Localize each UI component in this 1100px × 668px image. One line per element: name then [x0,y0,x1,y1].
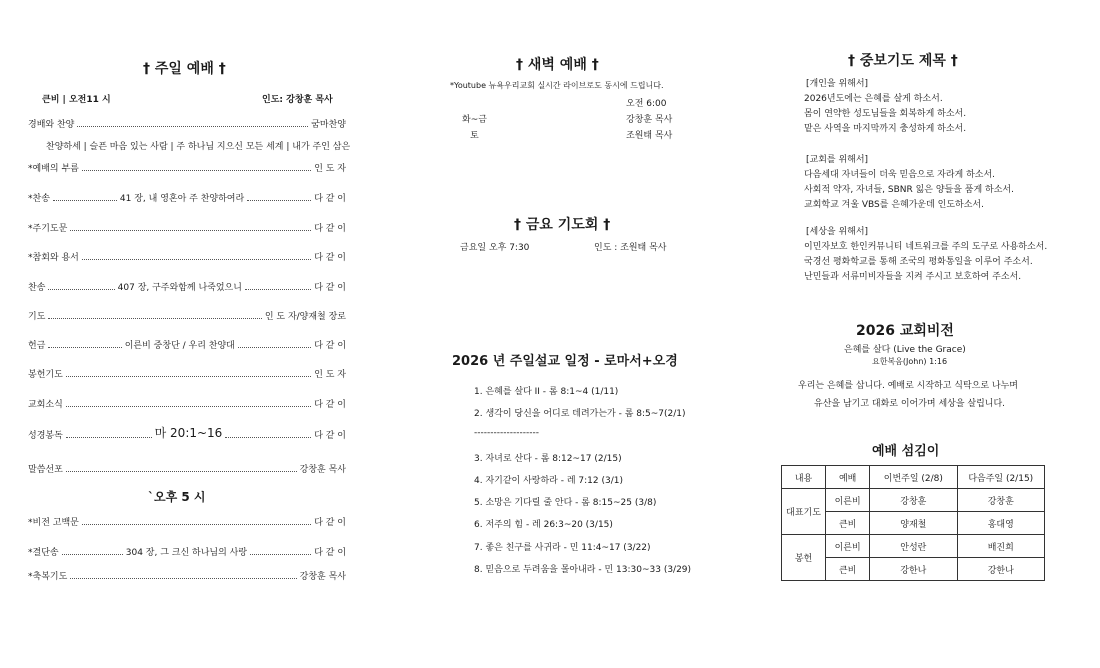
order-label: 경배와 찬양 [28,120,75,130]
vision-statement-2: 유산을 남기고 대화로 이어가며 세상을 살립니다. [814,399,1006,409]
serve-person: 배진희 [957,535,1045,558]
order-leader: 인 도 자 [314,164,346,174]
sermon-item: 1. 은혜를 살다 II - 롬 8:1~4 (1/11) [474,387,619,397]
order-row [28,308,346,322]
dotted-leader [66,376,311,377]
order-leader: 다 같 이 [314,548,347,558]
sermon-item: 8. 믿음으로 두려움을 몰아내라 - 민 13:30~33 (3/29) [474,565,692,575]
order-row [28,396,346,410]
order-row [28,220,346,234]
prayer-item: 맡은 사역을 마지막까지 충성하게 하소서. [804,124,967,134]
order-label: 찬송 [28,283,46,293]
order-row [28,514,346,528]
dotted-leader [70,230,311,231]
dotted-leader [62,554,123,555]
prayer-group-heading: [세상을 위해서] [806,227,869,237]
dotted-leader [66,471,297,472]
dotted-leader [48,347,121,348]
order-leader: 다 같 이 [314,194,346,204]
dawn-service-title: † 새벽 예배 † [516,57,599,73]
sermon-item: -------------------- [474,428,539,438]
sermon-item: 2. 생각이 당신을 어디로 데려가는가 - 롬 8:5~7(2/1) [474,409,686,419]
order-row-opening [28,116,346,130]
serve-table [781,465,1045,581]
dawn-day-2: 토 [470,131,479,141]
dotted-leader [247,200,311,201]
order-row [28,568,346,582]
serve-header-cell: 내용 [782,466,826,489]
order-label: 말씀선포 [28,465,63,475]
sunday-service-column [28,0,351,668]
dotted-leader [250,554,311,555]
order-leader: 다 같 이 [314,224,346,234]
dawn-time: 오전 6:00 [626,99,667,109]
order-detail: 마 20:1~16 [154,426,223,440]
prayer-item: 이민자보호 한인커뮤니티 네트워크를 주의 도구로 사용하소서. [804,242,1048,252]
prayer-item: 사회적 약자, 자녀들, SBNR 잃은 양들을 품게 하소서. [804,185,1014,195]
order-leader: 다 같 이 [314,341,347,351]
serve-row [782,489,1045,512]
order-leader: 다 같 이 [314,518,346,528]
serve-service: 큰비 [826,512,870,535]
prayer-group-heading: [개인을 위해서] [806,79,869,89]
dotted-leader [225,437,311,438]
friday-leader: 인도 : 조원태 목사 [594,243,667,253]
order-row [28,461,346,475]
order-detail: 이른비 중창단 / 우리 찬양대 [124,341,235,351]
order-row [28,366,346,380]
prayer-item: 2026년도에는 은혜를 살게 하소서. [804,94,943,104]
serve-person: 강한나 [870,558,957,581]
sunday-time: 큰비 | 오전11 시 [42,95,111,105]
vision-title: 2026 교회비전 [856,323,954,339]
order-leader: 굼마찬양 [311,120,346,130]
prayer-item: 교회학교 겨울 VBS를 은혜가운데 인도하소서. [804,200,984,210]
order-label: 교회소식 [28,400,63,410]
sermon-schedule-title: 2026 년 주일설교 일정 - 로마서+오경 [452,354,678,369]
order-leader: 강창훈 목사 [299,572,346,582]
sermon-item: 4. 자기같이 사랑하라 - 레 7:12 (3/1) [474,476,623,486]
order-label: *비전 고백문 [28,518,79,528]
dotted-leader [66,406,311,407]
dotted-leader [82,170,311,171]
serve-header-row [782,466,1045,489]
dotted-leader [66,437,152,438]
serve-row [782,535,1045,558]
order-leader: 강창훈 목사 [299,465,346,475]
sermon-item: 6. 저주의 힘 - 레 26:3~20 (3/15) [474,520,613,530]
serve-person: 안성란 [870,535,957,558]
order-detail: 407 장, 구주와함께 나죽었으니 [117,283,242,293]
dotted-leader [238,347,311,348]
prayer-item: 다음세대 자녀들이 더욱 믿음으로 자라게 하소서. [804,170,996,180]
afternoon-service-title: `오후 5 시 [148,490,206,504]
serve-person: 강한나 [957,558,1045,581]
order-row [28,279,346,293]
vision-subtitle: 은혜를 살다 (Live the Grace) [844,345,966,355]
order-label: *축복기도 [28,572,68,582]
serve-header-cell: 이번주일 (2/8) [870,466,957,489]
order-label: *결단송 [28,548,59,558]
order-detail: 41 장, 내 영혼아 주 찬양하여라 [119,194,245,204]
sunday-leader: 인도: 강창훈 목사 [262,95,333,105]
dotted-leader [82,259,311,260]
order-detail: 304 장, 그 크신 하나님의 사랑 [125,548,248,558]
order-label: *찬송 [28,194,50,204]
vision-statement-1: 우리는 은혜를 삽니다. 예배로 시작하고 식탁으로 나누며 [798,381,1018,391]
serve-header-cell: 예배 [826,466,870,489]
dotted-leader [70,578,296,579]
vision-verse: 요한복음(John) 1:16 [872,357,948,366]
serve-service: 큰비 [826,558,870,581]
friday-prayer-title: † 금요 기도회 † [514,217,611,233]
prayer-item: 몸이 연약한 성도님들을 회복하게 하소서. [804,109,967,119]
serve-person: 홍대영 [957,512,1045,535]
dawn-youtube-note: *Youtube 뉴욕우리교회 실시간 라이브로도 동시에 드립니다. [450,81,664,90]
dotted-leader [48,318,261,319]
serve-category: 봉헌 [782,535,826,581]
prayer-vision-column [786,0,1090,668]
serve-service: 이른비 [826,489,870,512]
order-row [28,337,346,351]
friday-time: 금요일 오후 7:30 [460,243,530,253]
order-leader: 다 같 이 [314,283,346,293]
dawn-day-1: 화~금 [462,115,487,125]
sermon-item: 5. 소망은 기다릴 줄 안다 - 롬 8:15~25 (3/8) [474,498,657,508]
order-label: *참회와 용서 [28,253,79,263]
serve-person: 강창훈 [957,489,1045,512]
prayer-title: † 중보기도 제목 † [848,53,958,69]
serve-category: 대표기도 [782,489,826,535]
order-label: *주기도문 [28,224,68,234]
serve-service: 이른비 [826,535,870,558]
order-row [28,427,346,441]
order-label: 봉헌기도 [28,370,63,380]
order-leader: 다 같 이 [314,431,346,441]
serve-header-cell: 다음주일 (2/15) [957,466,1045,489]
order-row [28,160,346,174]
order-row [28,544,346,558]
serve-person: 강창훈 [870,489,957,512]
prayer-item: 국경선 평화학교를 통해 조국의 평화통일을 이루어 주소서. [804,257,1033,267]
order-row [28,249,346,263]
dotted-leader [48,289,114,290]
serve-person: 양재철 [870,512,957,535]
order-leader: 다 같 이 [314,400,346,410]
dotted-leader [77,126,308,127]
dotted-leader [53,200,117,201]
order-leader: 인 도 자/양재철 장로 [264,312,346,322]
order-label: *예배의 부름 [28,164,79,174]
sermon-item: 7. 좋은 친구를 사귀라 - 민 11:4~17 (3/22) [474,543,651,553]
serve-title: 예배 섬김이 [872,444,940,459]
order-leader: 다 같 이 [314,253,346,263]
sunday-service-title: † 주일 예배 † [143,61,226,77]
order-row [28,190,346,204]
weekday-column [440,0,740,668]
order-label: 헌금 [28,341,46,351]
praise-song-list: 찬양하세 | 슬픈 마음 있는 사람 | 주 하나님 지으신 모든 세계 | 내가 주인 삼은 [46,142,351,152]
dotted-leader [245,289,311,290]
prayer-item: 난민들과 서류미비자들을 지켜 주시고 보호하여 주소서. [804,272,1022,282]
dawn-leader-1: 강창훈 목사 [626,115,673,125]
sermon-item: 3. 자녀로 산다 - 롬 8:12~17 (2/15) [474,454,622,464]
prayer-group-heading: [교회를 위해서] [806,155,869,165]
order-leader: 인 도 자 [314,370,346,380]
dawn-leader-2: 조원태 목사 [626,131,673,141]
order-label: 기도 [28,312,46,322]
order-label: 성경봉독 [28,431,63,441]
dotted-leader [82,524,311,525]
